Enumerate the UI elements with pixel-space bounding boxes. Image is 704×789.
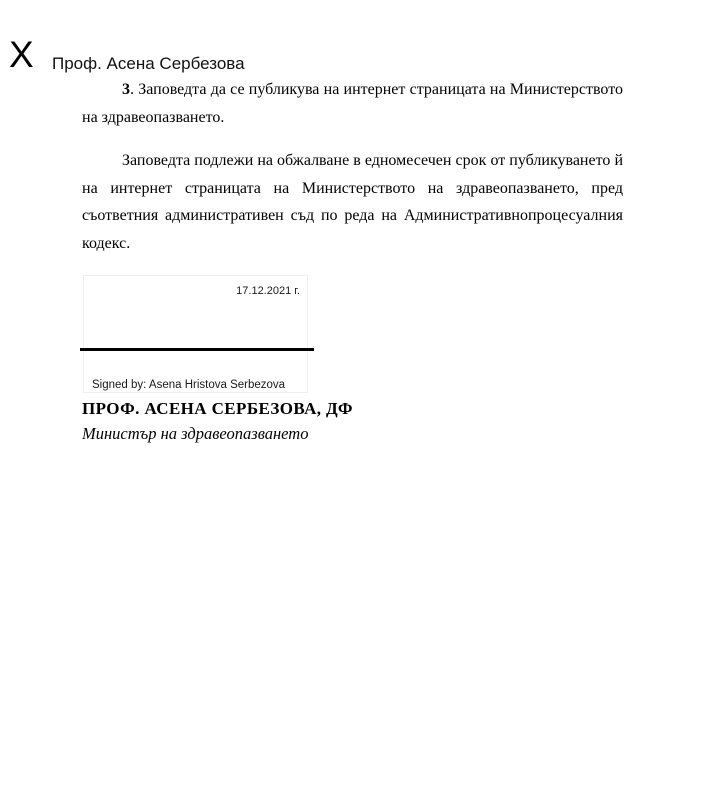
signer-name-caps: ПРОФ. АСЕНА СЕРБЕЗОВА, ДФ (82, 399, 353, 418)
signed-by-text: Signed by: Asena Hristova Serbezova (92, 379, 286, 391)
paragraph-appeal-notice: Заповедта подлежи на обжалване в едномесечен срок от публикуването й на интернет страницата на Министерството на здравеопазването, пред съответния административен съд по реда на Административнопроцесуалния кодекс. (82, 152, 623, 252)
signature-date: 17.12.2021 г. (236, 285, 300, 297)
paragraph-publish-order (82, 76, 623, 131)
digital-signature-stamp (83, 275, 308, 393)
paragraph-number: 3 (122, 81, 130, 98)
signature-x-mark: X (9, 34, 34, 75)
signature-line (80, 348, 314, 351)
paragraph-publish-order-text: . Заповедта да се публикува на интернет страницата на Министерството на здравеопазването. (82, 81, 623, 126)
signature-display-name: Проф. Асена Сербезова (52, 54, 245, 73)
signer-title: Министър на здравеопазването (82, 424, 309, 443)
